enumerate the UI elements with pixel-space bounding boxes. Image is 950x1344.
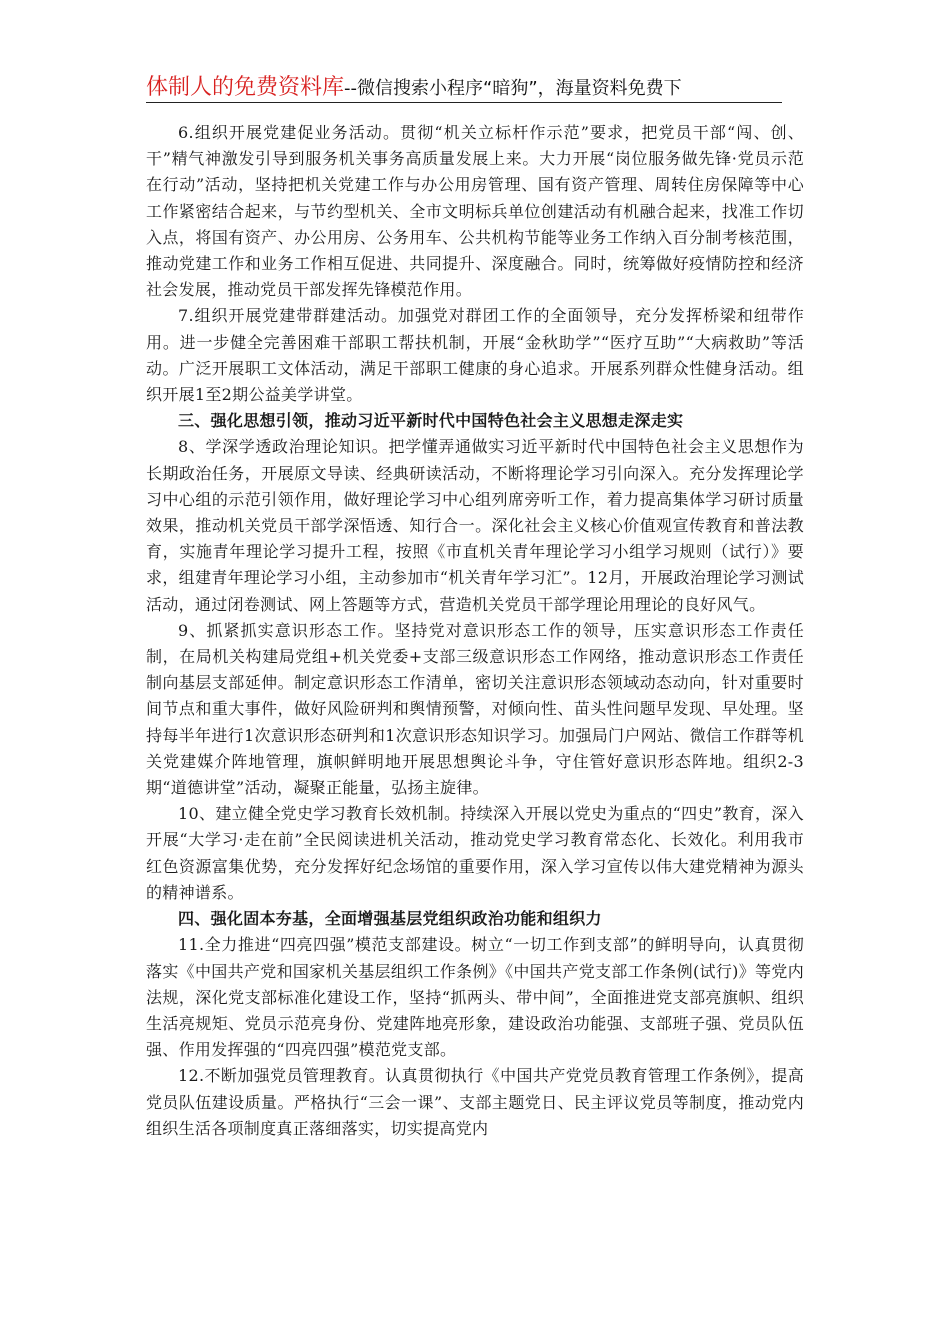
paragraph-12: 12.不断加强党员管理教育。认真贯彻执行《中国共产党党员教育管理工作条例》，提高党员队伍建设质量。严格执行“三会一课”、支部主题党日、民主评议党员等制度，推动党内组织生活各项制度真正落细落实，切实提高党内 — [146, 1066, 804, 1138]
paragraph-6: 6.组织开展党建促业务活动。贯彻“机关立标杆作示范”要求，把党员干部“闯、创、干”精气神激发引导到服务机关事务高质量发展上来。大力开展“岗位服务做先锋·党员示范在行动”活动，坚持把机关党建工作与办公用房管理、国有资产管理、周转住房保障等中心工作紧密结合起来，与节约型机关、全市文明标兵单位创建活动有机融合起来，找准工作切入点，将国有资产、办公用房、公务用车、公共机构节能等业务工作纳入百分制考核范围，推动党建工作和业务工作相互促进、共同提升、深度融合。同时，统筹做好疫情防控和经济社会发展，推动党员干部发挥先锋模范作用。 — [146, 123, 804, 300]
page-header — [146, 70, 782, 103]
paragraph-11: 11.全力推进“四亮四强”模范支部建设。树立“一切工作到支部”的鲜明导向，认真贯彻落实《中国共产党和国家机关基层组织工作条例》《中国共产党支部工作条例(试行)》等党内法规，深化党支部标准化建设工作，坚持“抓两头、带中间”，全面推进党支部亮旗帜、组织生活亮规矩、党员示范亮身份、党建阵地亮形象，建设政治功能强、支部班子强、党员队伍强、作用发挥强的“四亮四强”模范党支部。 — [146, 935, 804, 1060]
header-tagline: --微信搜索小程序“暗狗”，海量资料免费下 — [344, 78, 682, 99]
paragraph-7: 7.组织开展党建带群建活动。加强党对群团工作的全面领导，充分发挥桥梁和纽带作用。进一步健全完善困难干部职工帮扶机制，开展“金秋助学”“医疗互助”“大病救助”等活动。广泛开展职工文体活动，满足干部职工健康的身心追求。开展系列群众性健身活动。组织开展1至2期公益美学讲堂。 — [146, 306, 804, 405]
section-heading-3: 三、强化思想引领，推动习近平新时代中国特色社会主义思想走深走实 — [178, 411, 684, 431]
paragraph-10: 10、建立健全党史学习教育长效机制。持续深入开展以党史为重点的“四史”教育，深入开展“大学习·走在前”全民阅读进机关活动，推动党史学习教育常态化、长效化。利用我市红色资源富集优势，充分发挥好纪念场馆的重要作用，深入学习宣传以伟大建党精神为源头的精神谱系。 — [146, 804, 804, 902]
section-heading-4: 四、强化固本夯基，全面增强基层党组织政治功能和组织力 — [178, 909, 602, 929]
document-body — [146, 120, 804, 1142]
paragraph-8: 8、学深学透政治理论知识。把学懂弄通做实习近平新时代中国特色社会主义思想作为长期政治任务，开展原文导读、经典研读活动，不断将理论学习引向深入。充分发挥理论学习中心组的示范引领作用，做好理论学习中心组列席旁听工作，着力提高集体学习研讨质量效果，推动机关党员干部学深悟透、知行合一。深化社会主义核心价值观宣传教育和普法教育，实施青年理论学习提升工程，按照《市直机关青年理论学习小组学习规则（试行）》要求，组建青年理论学习小组，主动参加市“机关青年学习汇”。12月，开展政治理论学习测试活动，通过闭卷测试、网上答题等方式，营造机关党员干部学理论用理论的良好风气。 — [146, 437, 804, 614]
header-brand: 体制人的免费资料库 — [146, 75, 345, 100]
paragraph-9: 9、抓紧抓实意识形态工作。坚持党对意识形态工作的领导，压实意识形态工作责任制，在局机关构建局党组+机关党委+支部三级意识形态工作网络，推动意识形态工作责任制向基层支部延伸。制定意识形态工作清单，密切关注意识形态领域动态动向，针对重要时间节点和重大事件，做好风险研判和舆情预警，对倾向性、苗头性问题早发现、早处理。坚持每半年进行1次意识形态研判和1次意识形态知识学习。加强局门户网站、微信工作群等机关党建媒介阵地管理，旗帜鲜明地开展思想舆论斗争，守住管好意识形态阵地。组织2-3期“道德讲堂”活动，凝聚正能量，弘扬主旋律。 — [146, 620, 804, 798]
